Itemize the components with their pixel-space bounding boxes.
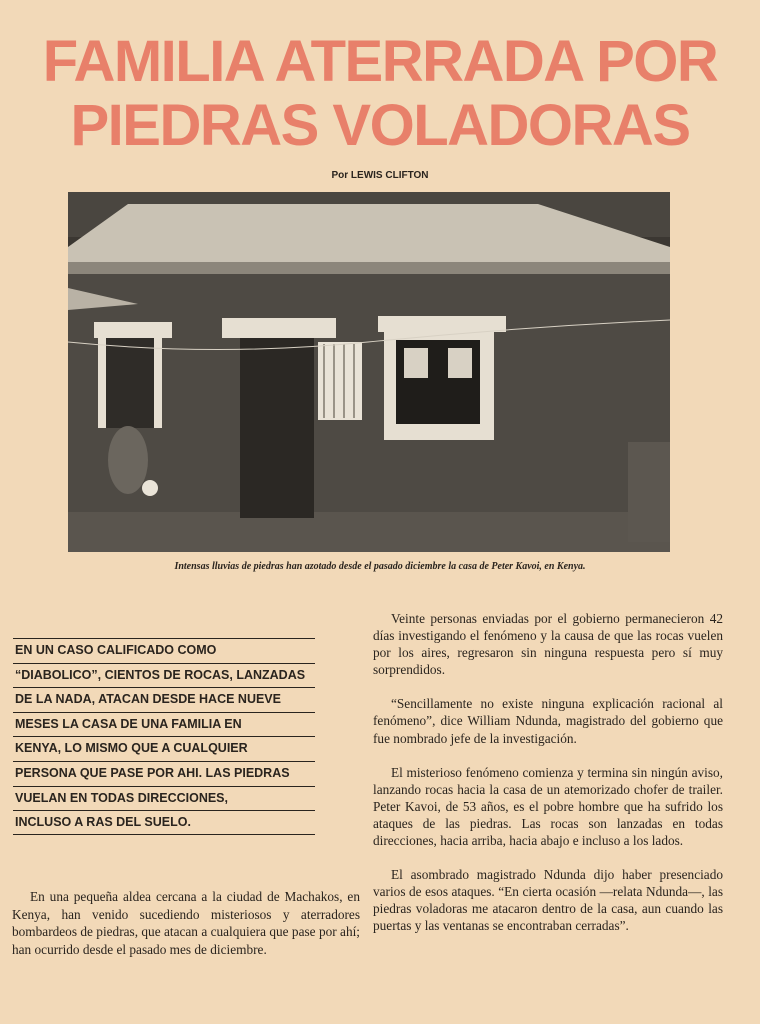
body-paragraph: En una pequeña aldea cercana a la ciudad de Machakos, en Kenya, han venido sucediendo misteriosos y aterradores bombardeos de piedras, que atacan a cualquiera que pase por ahí; han ocurrido desde el pasado mes de diciembre. <box>12 889 360 957</box>
deck-line: “DIABOLICO”, CIENTOS DE ROCAS, LANZADAS <box>13 663 315 688</box>
deck-line: DE LA NADA, ATACAN DESDE HACE NUEVE <box>13 687 315 712</box>
deck-line: PERSONA QUE PASE POR AHI. LAS PIEDRAS <box>13 761 315 786</box>
photo-caption: Intensas lluvias de piedras han azotado desde el pasado diciembre la casa de Peter Kavoi, en Kenya. <box>174 561 586 572</box>
headline-line-2: PIEDRAS VOLADORAS <box>70 93 690 158</box>
deck-box <box>13 638 315 835</box>
body-paragraph: El misterioso fenómeno comienza y termina sin ningún aviso, lanzando rocas hacia la casa de un atemorizado chofer de trailer. Peter Kavoi, de 53 años, es el pobre hombre que ha sufrido los ataques de las piedras. Las rocas son lanzadas en todas direcciones, hacia arriba, hacia abajo e incluso a los lados. <box>373 764 723 849</box>
deck-line: MESES LA CASA DE UNA FAMILIA EN <box>13 712 315 737</box>
body-paragraph: “Sencillamente no existe ninguna explicación racional al fenómeno”, dice William Ndunda, magistrado del gobierno que fue nombrado jefe de la investigación. <box>373 696 723 746</box>
right-column <box>373 610 723 935</box>
deck-line: EN UN CASO CALIFICADO COMO <box>13 638 315 663</box>
headline <box>0 30 760 158</box>
left-column <box>12 888 360 958</box>
deck-line: VUELAN EN TODAS DIRECCIONES, <box>13 786 315 811</box>
byline: Por LEWIS CLIFTON <box>331 170 429 181</box>
house-photo-image <box>68 192 670 552</box>
house-photo <box>68 192 670 552</box>
body-paragraph: Veinte personas enviadas por el gobierno permanecieron 42 días investigando el fenómeno y la causa de que las rocas vuelen por los aires, regresaron sin ninguna respuesta pero sí muy sorprendidos. <box>373 611 723 678</box>
body-paragraph: El asombrado magistrado Ndunda dijo haber presenciado varios de esos ataques. “En cierta ocasión —relata Ndunda—, las piedras voladoras me atacaron dentro de la casa, aun cuando las puertas y las ventanas se encontraban cerradas”. <box>373 867 723 934</box>
deck-line: INCLUSO A RAS DEL SUELO. <box>13 810 315 835</box>
deck-line: KENYA, LO MISMO QUE A CUALQUIER <box>13 736 315 761</box>
headline-line-1: FAMILIA ATERRADA POR <box>42 29 718 94</box>
